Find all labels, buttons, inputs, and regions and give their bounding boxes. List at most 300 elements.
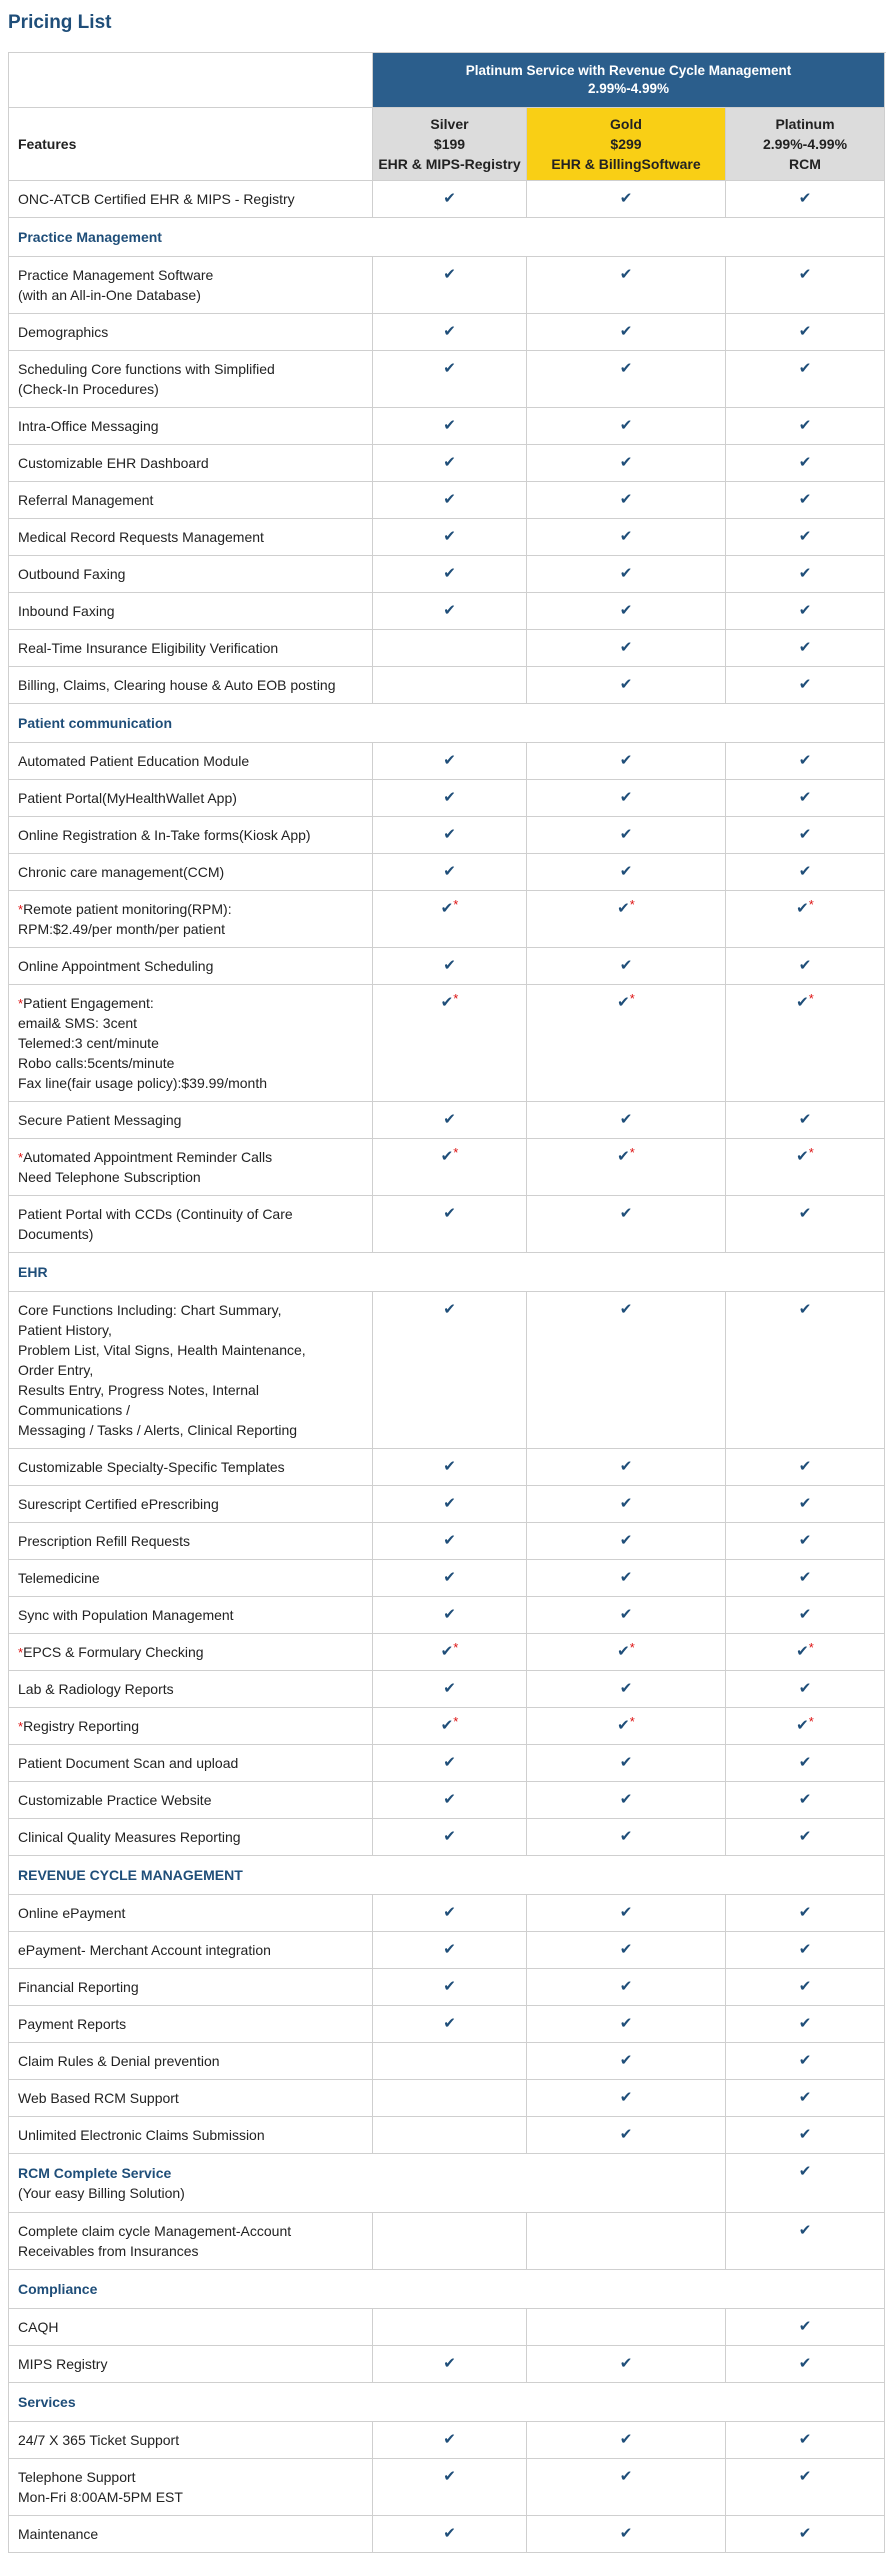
- check-icon: ✔: [798, 2318, 812, 2335]
- check-cell: [726, 2080, 885, 2117]
- check-icon: ✔: [619, 1458, 633, 1475]
- feature-row-label: [9, 1819, 373, 1856]
- check-icon: ✔: [798, 789, 812, 806]
- feature-row-label: [9, 817, 373, 854]
- feature-text: Patient Portal(MyHealthWallet App): [18, 790, 237, 806]
- asterisk-icon: *: [629, 1145, 635, 1160]
- check-cell: [726, 1292, 885, 1449]
- feature-name: [18, 1494, 219, 1514]
- check-cell: [726, 630, 885, 667]
- check-cell: [726, 948, 885, 985]
- check-icon: ✔: [443, 491, 456, 508]
- check-cell: [373, 1782, 527, 1819]
- check-cell: [527, 1292, 726, 1449]
- feature-text: Sync with Population Management: [18, 1607, 234, 1623]
- check-icon: ✔: [619, 2431, 633, 2448]
- check-icon: ✔: [798, 676, 812, 693]
- feature-name: [18, 899, 232, 939]
- check-icon: ✔: [443, 323, 456, 340]
- feature-text: MIPS Registry: [18, 2356, 108, 2372]
- check-cell: [726, 445, 885, 482]
- check-cell: [373, 667, 527, 704]
- feature-row-label: [9, 2043, 373, 2080]
- check-cell: [373, 519, 527, 556]
- check-icon: ✔: [443, 2015, 456, 2032]
- check-cell: [726, 556, 885, 593]
- feature-text: Telephone Support Mon-Fri 8:00AM-5PM EST: [18, 2469, 183, 2505]
- feature-text: Complete claim cycle Management-Account Receivables from Insurances: [18, 2223, 292, 2259]
- feature-text: Secure Patient Messaging: [18, 1112, 182, 1128]
- feature-text: Surescript Certified ePrescribing: [18, 1496, 219, 1512]
- pricing-grid: [8, 52, 886, 2553]
- check-icon: ✔: [443, 2525, 456, 2542]
- plan-header-gold: [527, 108, 726, 181]
- check-cell: [373, 948, 527, 985]
- check-cell: [726, 1708, 885, 1745]
- asterisk-icon: *: [629, 991, 635, 1006]
- check-icon: ✔: [619, 2089, 633, 2106]
- feature-row-label: [9, 1139, 373, 1196]
- section-header: EHR: [9, 1253, 885, 1292]
- check-cell: [527, 408, 726, 445]
- feature-row-label: [9, 1745, 373, 1782]
- check-cell: [373, 2213, 527, 2270]
- feature-row-label: [9, 1895, 373, 1932]
- section-header: REVENUE CYCLE MANAGEMENT: [9, 1856, 885, 1895]
- check-icon: ✔: [798, 1680, 812, 1697]
- plan-price: $299: [610, 136, 642, 152]
- feature-name: [18, 1531, 190, 1551]
- check-icon: ✔: [443, 752, 456, 769]
- check-icon: ✔: [798, 2163, 812, 2180]
- check-cell: [726, 854, 885, 891]
- check-cell: [373, 985, 527, 1102]
- feature-name: [18, 1940, 271, 1960]
- check-icon: ✔: [798, 1111, 812, 1128]
- check-cell: [527, 257, 726, 314]
- feature-row-label: [9, 519, 373, 556]
- check-icon: ✔: [798, 2089, 812, 2106]
- check-icon: ✔: [798, 1495, 812, 1512]
- check-icon: ✔: [619, 323, 633, 340]
- feature-name: [18, 1642, 204, 1662]
- check-cell: [373, 1139, 527, 1196]
- feature-text: Online Appointment Scheduling: [18, 958, 214, 974]
- check-icon: ✔: [798, 491, 812, 508]
- check-cell: [527, 1819, 726, 1856]
- check-cell: [527, 2346, 726, 2383]
- check-cell: [373, 1671, 527, 1708]
- check-icon: ✔: [798, 1205, 812, 1222]
- asterisk-icon: *: [629, 1640, 635, 1655]
- check-icon: ✔: [796, 1643, 809, 1660]
- check-cell: [373, 1560, 527, 1597]
- check-icon: ✔: [796, 900, 809, 917]
- check-icon: ✔: [443, 2355, 456, 2372]
- check-cell: [373, 891, 527, 948]
- check-cell: [726, 1895, 885, 1932]
- check-icon: ✔: [798, 1754, 812, 1771]
- check-cell: [527, 1671, 726, 1708]
- check-icon: ✔: [619, 565, 633, 582]
- feature-name: [18, 1827, 241, 1847]
- check-cell: [527, 2080, 726, 2117]
- feature-name: [18, 993, 267, 1093]
- feature-text: Claim Rules & Denial prevention: [18, 2053, 220, 2069]
- check-cell: [726, 2459, 885, 2516]
- feature-name: [18, 1147, 272, 1187]
- check-cell: [726, 2516, 885, 2553]
- feature-row-label: [9, 1196, 373, 1253]
- check-icon: ✔: [798, 266, 812, 283]
- check-cell: [726, 1560, 885, 1597]
- feature-text: Patient Portal with CCDs (Continuity of Care Documents): [18, 1206, 293, 1242]
- asterisk-icon: *: [808, 1640, 814, 1655]
- feature-row-label: [9, 1969, 373, 2006]
- feature-name: [18, 2430, 179, 2450]
- check-icon: ✔: [619, 1941, 633, 1958]
- check-icon: ✔: [798, 752, 812, 769]
- check-cell: [527, 1102, 726, 1139]
- check-cell: [527, 1745, 726, 1782]
- feature-text: Web Based RCM Support: [18, 2090, 179, 2106]
- check-cell: [527, 667, 726, 704]
- feature-row-label: [9, 1597, 373, 1634]
- check-icon: ✔: [619, 528, 633, 545]
- feature-name: [18, 189, 295, 209]
- feature-name: [18, 265, 213, 305]
- asterisk-icon: *: [453, 897, 459, 912]
- check-cell: [527, 2516, 726, 2553]
- feature-row-label: [9, 1523, 373, 1560]
- check-cell: [527, 1139, 726, 1196]
- feature-row-label: [9, 948, 373, 985]
- feature-name: [18, 2088, 179, 2108]
- check-icon: ✔: [798, 528, 812, 545]
- asterisk-icon: *: [18, 902, 24, 917]
- check-cell: [726, 1782, 885, 1819]
- check-icon: ✔: [443, 1532, 456, 1549]
- check-icon: ✔: [619, 2355, 633, 2372]
- check-icon: ✔: [443, 190, 456, 207]
- check-icon: ✔: [798, 2052, 812, 2069]
- feature-row-label: [9, 181, 373, 218]
- check-cell: [726, 780, 885, 817]
- feature-text: Remote patient monitoring(RPM): RPM:$2.49/per month/per patient: [18, 901, 232, 937]
- check-cell: [726, 1597, 885, 1634]
- feature-text: Demographics: [18, 324, 109, 340]
- feature-text: CAQH: [18, 2319, 59, 2335]
- check-icon: ✔: [443, 266, 456, 283]
- check-cell: [373, 2309, 527, 2346]
- feature-name: [18, 322, 108, 342]
- check-cell: [373, 854, 527, 891]
- check-cell: [527, 2459, 726, 2516]
- check-cell: [527, 314, 726, 351]
- check-cell: [726, 593, 885, 630]
- feature-text: Registry Reporting: [23, 1718, 139, 1734]
- header-spacer: [9, 53, 373, 108]
- check-cell: [527, 1486, 726, 1523]
- check-cell: [726, 1634, 885, 1671]
- feature-row-label: [9, 1708, 373, 1745]
- feature-name: [18, 788, 237, 808]
- asterisk-icon: *: [629, 897, 635, 912]
- check-cell: [373, 1932, 527, 1969]
- feature-name: [18, 1753, 238, 1773]
- feature-name: [18, 527, 264, 547]
- feature-name: [18, 601, 115, 621]
- feature-text: Telemedicine: [18, 1570, 100, 1586]
- check-cell: [726, 1486, 885, 1523]
- check-cell: [527, 2043, 726, 2080]
- feature-text: Intra-Office Messaging: [18, 418, 159, 434]
- check-cell: [527, 351, 726, 408]
- feature-row-label: [9, 1634, 373, 1671]
- check-icon: ✔: [619, 1791, 633, 1808]
- feature-text: Unlimited Electronic Claims Submission: [18, 2127, 265, 2143]
- check-icon: ✔: [798, 2468, 812, 2485]
- check-icon: ✔: [619, 417, 633, 434]
- check-icon: ✔: [443, 602, 456, 619]
- check-icon: ✔: [619, 826, 633, 843]
- check-cell: [373, 2006, 527, 2043]
- check-cell: [373, 2422, 527, 2459]
- check-cell: [373, 2117, 527, 2154]
- section-header: Practice Management: [9, 218, 885, 257]
- plan-name: Gold: [610, 116, 642, 132]
- check-icon: ✔: [798, 360, 812, 377]
- feature-name: [18, 453, 209, 473]
- check-icon: ✔: [619, 2468, 633, 2485]
- check-icon: ✔: [443, 1301, 456, 1318]
- asterisk-icon: *: [629, 1714, 635, 1729]
- check-icon: ✔: [619, 2052, 633, 2069]
- check-icon: ✔: [798, 2355, 812, 2372]
- feature-name: [18, 564, 125, 584]
- feature-row-label: [9, 2459, 373, 2516]
- feature-name: [18, 956, 213, 976]
- feature-text: Chronic care management(CCM): [18, 864, 225, 880]
- feature-row-label: [9, 408, 373, 445]
- check-icon: ✔: [798, 1941, 812, 1958]
- check-cell: [527, 1932, 726, 1969]
- feature-text: Core Functions Including: Chart Summary, Patient History, Problem List, Vital Signs, Health Maintenance, Order Entry, Results Entry, Progress Notes, Internal Communications / Messaging / Tasks / Alerts, Clinical Reporting: [18, 1302, 306, 1438]
- check-cell: [527, 985, 726, 1102]
- asterisk-icon: *: [18, 1150, 24, 1165]
- feature-row-label: [9, 2516, 373, 2553]
- check-cell: [726, 2213, 885, 2270]
- feature-text: Scheduling Core functions with Simplified (Check-In Procedures): [18, 361, 275, 397]
- check-cell: [726, 667, 885, 704]
- check-cell: [527, 891, 726, 948]
- check-cell: [726, 2117, 885, 2154]
- feature-row-label: [9, 2346, 373, 2383]
- feature-row-label: [9, 1671, 373, 1708]
- check-icon: ✔: [443, 1941, 456, 1958]
- check-icon: ✔: [798, 565, 812, 582]
- feature-name: [18, 1790, 211, 1810]
- check-icon: ✔: [617, 1148, 630, 1165]
- check-cell: [726, 1102, 885, 1139]
- check-icon: ✔: [443, 1606, 456, 1623]
- check-cell: [527, 556, 726, 593]
- check-icon: ✔: [619, 2525, 633, 2542]
- feature-name: [18, 675, 336, 695]
- check-cell: [373, 593, 527, 630]
- check-icon: ✔: [617, 994, 630, 1011]
- check-cell: [373, 2516, 527, 2553]
- check-cell: [527, 482, 726, 519]
- asterisk-icon: *: [453, 1714, 459, 1729]
- feature-name: [18, 1568, 100, 1588]
- check-cell: [527, 181, 726, 218]
- page-title: Pricing List: [8, 12, 112, 33]
- check-icon: ✔: [443, 360, 456, 377]
- feature-row-label: [9, 743, 373, 780]
- feature-text: Customizable Practice Website: [18, 1792, 212, 1808]
- feature-text: Customizable EHR Dashboard: [18, 455, 209, 471]
- check-cell: [373, 181, 527, 218]
- check-cell: [373, 780, 527, 817]
- check-icon: ✔: [798, 1458, 812, 1475]
- check-icon: ✔: [798, 1978, 812, 1995]
- check-cell: [373, 2080, 527, 2117]
- check-cell: [726, 1449, 885, 1486]
- platinum-banner: Platinum Service with Revenue Cycle Management 2.99%-4.99%: [373, 53, 885, 108]
- check-icon: ✔: [440, 1717, 454, 1734]
- feature-text: Online Registration & In-Take forms(Kiosk App): [18, 827, 311, 843]
- feature-row-label: [9, 2422, 373, 2459]
- feature-name: [18, 359, 275, 399]
- check-icon: ✔: [619, 639, 633, 656]
- check-cell: [527, 780, 726, 817]
- feature-row-label: [9, 2309, 373, 2346]
- check-icon: ✔: [443, 1495, 456, 1512]
- asterisk-icon: *: [18, 1719, 24, 1734]
- check-icon: ✔: [440, 1643, 454, 1660]
- check-icon: ✔: [796, 994, 809, 1011]
- check-cell: [726, 181, 885, 218]
- feature-text: Medical Record Requests Management: [18, 529, 264, 545]
- check-icon: ✔: [619, 1904, 633, 1921]
- check-cell: [373, 445, 527, 482]
- check-cell: [373, 408, 527, 445]
- check-cell: [726, 408, 885, 445]
- asterisk-icon: *: [453, 1145, 459, 1160]
- feature-name: [18, 416, 159, 436]
- check-cell: [527, 630, 726, 667]
- feature-text: Online ePayment: [18, 1905, 126, 1921]
- check-icon: ✔: [619, 2126, 633, 2143]
- section-header: Patient communication: [9, 704, 885, 743]
- check-icon: ✔: [619, 491, 633, 508]
- check-icon: ✔: [443, 1978, 456, 1995]
- check-cell: [527, 1523, 726, 1560]
- check-icon: ✔: [443, 565, 456, 582]
- feature-name: [18, 862, 224, 882]
- check-cell: [527, 2006, 726, 2043]
- check-icon: ✔: [798, 2431, 812, 2448]
- check-cell: [373, 2043, 527, 2080]
- check-cell: [726, 2422, 885, 2459]
- feature-text: Automated Appointment Reminder Calls Need Telephone Subscription: [18, 1149, 273, 1185]
- check-cell: [373, 1634, 527, 1671]
- check-icon: ✔: [443, 1680, 456, 1697]
- plan-header-silver: [373, 108, 527, 181]
- asterisk-icon: *: [808, 897, 814, 912]
- asterisk-icon: *: [18, 996, 24, 1011]
- check-icon: ✔: [619, 454, 633, 471]
- check-cell: [373, 556, 527, 593]
- check-cell: [527, 1708, 726, 1745]
- check-icon: ✔: [619, 1495, 633, 1512]
- feature-name: [18, 1204, 293, 1244]
- check-cell: [527, 1634, 726, 1671]
- check-icon: ✔: [798, 2525, 812, 2542]
- check-cell: [726, 1969, 885, 2006]
- check-icon: ✔: [619, 957, 633, 974]
- plan-name: Platinum: [775, 116, 835, 132]
- check-cell: [726, 1671, 885, 1708]
- feature-text: Payment Reports: [18, 2016, 127, 2032]
- plan-price: $199: [433, 136, 466, 152]
- check-icon: ✔: [798, 1904, 812, 1921]
- check-cell: [726, 743, 885, 780]
- check-cell: [726, 1196, 885, 1253]
- feature-name: [18, 2014, 126, 2034]
- check-cell: [726, 891, 885, 948]
- pricing-table: [8, 52, 886, 2553]
- feature-row-label: [9, 891, 373, 948]
- feature-name: [18, 2125, 265, 2145]
- check-icon: ✔: [798, 1791, 812, 1808]
- check-cell: [373, 2346, 527, 2383]
- check-cell: [527, 593, 726, 630]
- check-cell: [527, 445, 726, 482]
- check-icon: ✔: [619, 266, 633, 283]
- feature-name: [18, 490, 153, 510]
- check-cell: [726, 482, 885, 519]
- check-icon: ✔: [443, 863, 456, 880]
- feature-name: [18, 2467, 183, 2507]
- check-cell: [527, 2422, 726, 2459]
- check-icon: ✔: [619, 676, 633, 693]
- check-icon: ✔: [443, 1458, 456, 1475]
- feature-name: [18, 1300, 306, 1440]
- check-icon: ✔: [619, 1978, 633, 1995]
- check-cell: [527, 854, 726, 891]
- check-icon: ✔: [798, 826, 812, 843]
- plan-desc: RCM: [789, 156, 821, 172]
- check-icon: ✔: [798, 2222, 812, 2239]
- feature-text: Maintenance: [18, 2526, 99, 2542]
- check-icon: ✔: [798, 957, 812, 974]
- check-icon: ✔: [443, 1828, 456, 1845]
- feature-name: [18, 1679, 174, 1699]
- feature-text: EPCS & Formulary Checking: [23, 1644, 204, 1660]
- feature-name: [18, 2051, 220, 2071]
- asterisk-icon: *: [808, 1145, 814, 1160]
- check-icon: ✔: [619, 2015, 633, 2032]
- asterisk-icon: *: [453, 991, 459, 1006]
- feature-text: Billing, Claims, Clearing house & Auto EOB posting: [18, 677, 336, 693]
- check-cell: [726, 817, 885, 854]
- check-cell: [726, 257, 885, 314]
- check-cell: [726, 314, 885, 351]
- check-cell: [527, 948, 726, 985]
- check-icon: ✔: [798, 1532, 812, 1549]
